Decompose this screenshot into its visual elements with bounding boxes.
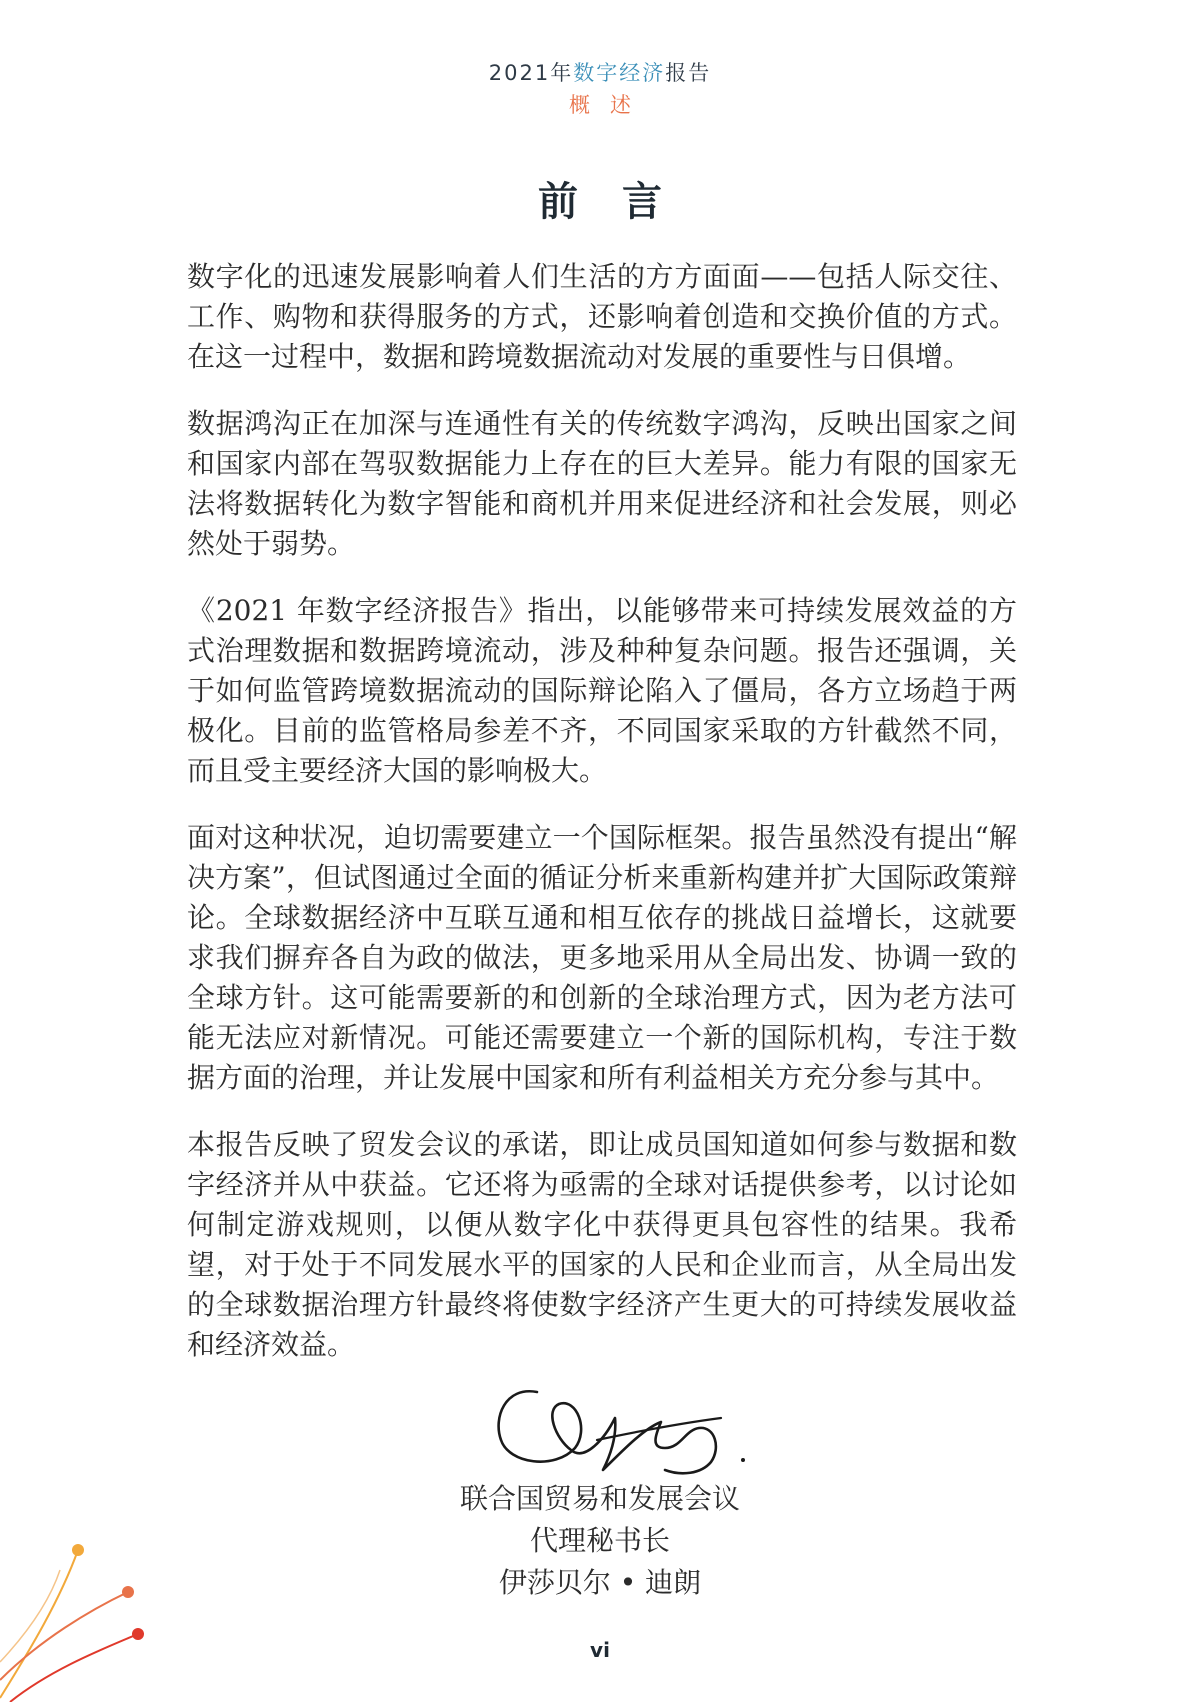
signoff-organization: 联合国贸易和发展会议 — [459, 1482, 740, 1515]
report-title-header — [0, 58, 1200, 88]
decorative-burst-graphic — [0, 1530, 160, 1702]
paragraph-3: 《2021 年数字经济报告》指出，以能够带来可持续发展效益的方式治理数据和数据跨境流动，涉及种种复杂问题。报告还强调，关于如何监管跨境数据流动的国际辩论陷入了僵局，各方立场趋于两极化。目前的监管格局参差不齐，不同国家采取的方针截然不同，而且受主要经济大国的影响极大。 — [187, 594, 1017, 787]
foreword-body — [187, 257, 1017, 1392]
paragraph-1: 数字化的迅速发展影响着人们生活的方方面面——包括人际交往、工作、购物和获得服务的方式，还影响着创造和交换价值的方式。在这一过程中，数据和跨境数据流动对发展的重要性与日俱增。 — [187, 260, 1017, 373]
page-title: 前言 — [538, 178, 706, 225]
section-label: 概述 — [569, 93, 651, 117]
running-header — [0, 58, 1200, 122]
signoff-block — [400, 1478, 800, 1604]
header-report-accent: 数字经济 — [573, 61, 666, 85]
paragraph-4: 面对这种状况，迫切需要建立一个国际框架。报告虽然没有提出“解决方案”，但试图通过全面的循证分析来重新构建并扩大国际政策辩论。全球数据经济中互联互通和相互依存的挑战日益增长，这就要求我们摒弃各自为政的做法，更多地采用从全局出发、协调一致的全球方针。这可能需要新的和创新的全球治理方式，因为老方法可能无法应对新情况。可能还需要建立一个新的国际机构，专注于数据方面的治理，并让发展中国家和所有利益相关方充分参与其中。 — [187, 821, 1017, 1094]
header-year: 2021年 — [488, 61, 574, 85]
header-report-suffix: 报告 — [665, 61, 712, 85]
signoff-position: 代理秘书长 — [529, 1524, 670, 1557]
paragraph-2: 数据鸿沟正在加深与连通性有关的传统数字鸿沟，反映出国家之间和国家内部在驾驭数据能力上存在的巨大差异。能力有限的国家无法将数据转化为数字智能和商机并用来促进经济和社会发展，则必然处于弱势。 — [187, 407, 1017, 560]
page-number: vi — [590, 1638, 610, 1662]
paragraph-5: 本报告反映了贸发会议的承诺，即让成员国知道如何参与数据和数字经济并从中获益。它还将为亟需的全球对话提供参考，以讨论如何制定游戏规则，以便从数字化中获得更具包容性的结果。我希望，对于处于不同发展水平的国家的人民和企业而言，从全局出发的全球数据治理方针最终将使数字经济产生更大的可持续发展收益和经济效益。 — [187, 1128, 1017, 1361]
signoff-name: 伊莎贝尔 • 迪朗 — [498, 1566, 702, 1599]
